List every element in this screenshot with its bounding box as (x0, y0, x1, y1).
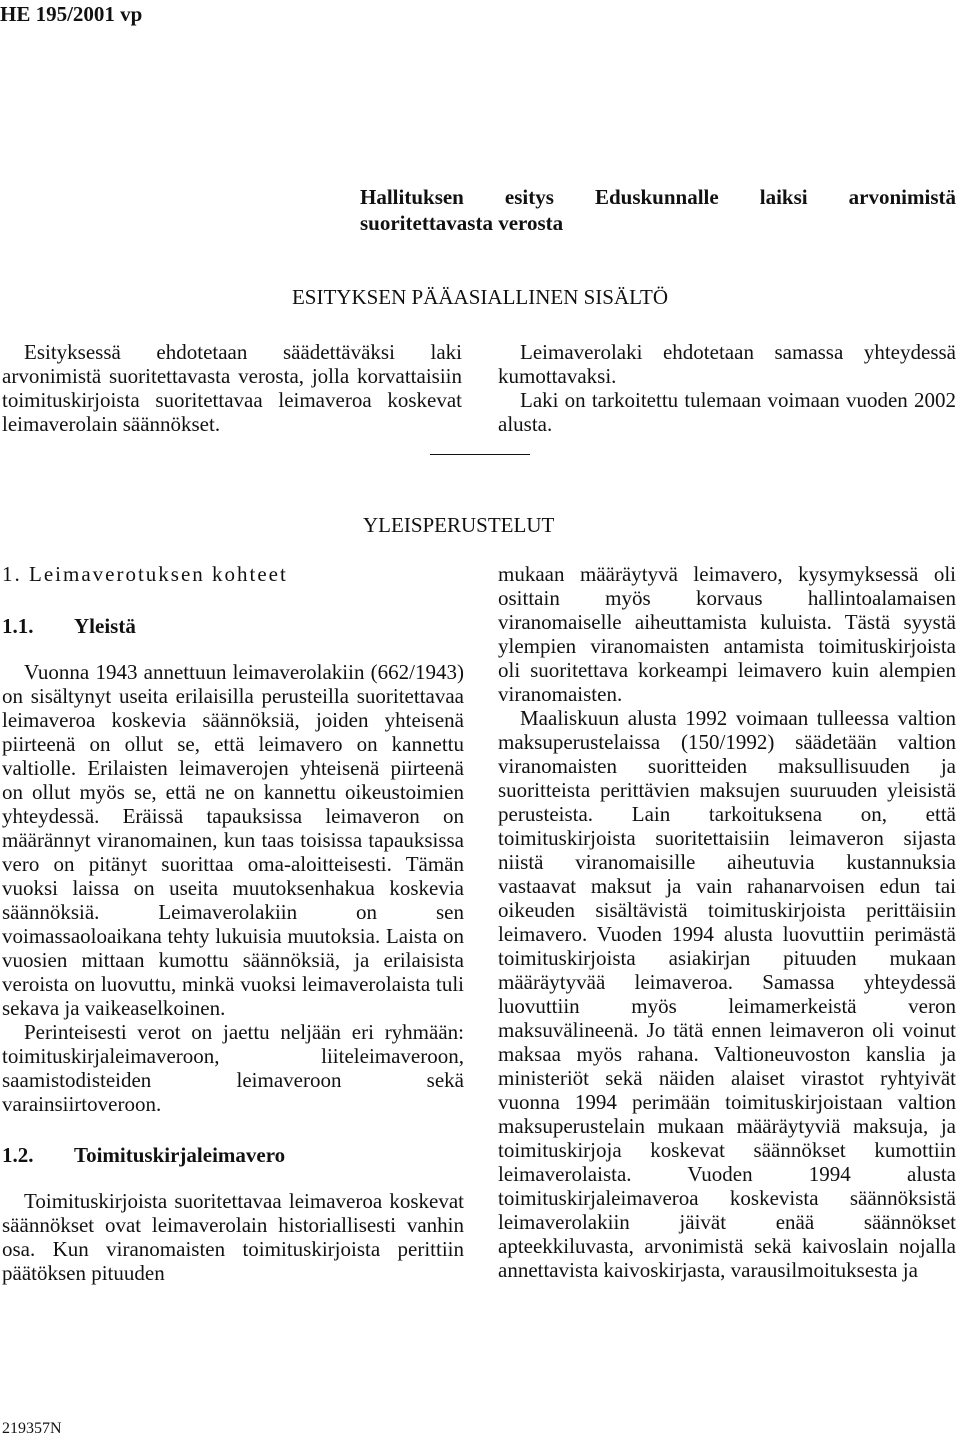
title-line-2: suoritettavasta verosta (360, 211, 564, 235)
summary-divider (430, 454, 530, 455)
summary-left-column (2, 340, 462, 436)
body-paragraph: Toimituskirjoista suoritettavaa leimaveroa koskevat säännökset ovat leimaverolain historiallisesti vanhin osa. Kun viranomaisten toimituskirjoista perittiin päätöksen pituuden (2, 1189, 464, 1285)
subsection-title: Toimituskirjaleimavero (74, 1143, 286, 1167)
body-paragraph: mukaan määräytyvä leimavero, kysymyksessä oli osittain myös korvaus hallintoalamaisen viranomaiselle aiheuttamista kuluista. Tästä syystä ylempien viranomaisten antamista toimituskirjoista oli suoritettava korkeampi leimavero kuin alempien viranomaisten. (498, 562, 956, 706)
document-title (360, 184, 956, 236)
subsection-number: 1.1. (2, 614, 34, 638)
body-paragraph: Maaliskuun alusta 1992 voimaan tulleessa valtion maksuperustelaissa (150/1992) säädetään valtion viranomaisten suoritteiden maksullisuuden ja suoritteista perittävien maksujen suuruuden yleisistä perusteista. Lain tarkoituksena on, että toimituskirjoista suoritettaisiin leimaveron sijasta niistä viranomaisille aiheutuvia kustannuksia vastaavat maksut ja vain rahanarvoisen edun tai oikeuden sisältävistä toimituskirjoista perittäisiin leimavero. Vuoden 1994 alusta luovuttiin perimästä toimituskirjoista asiakirjan pituuden mukaan määräytyvää leimaveroa. Samassa yhteydessä luovuttiin myös leimamerkeistä veron maksuvälineenä. Jo tätä ennen leimaveron oli voinut maksaa myös rahana. Valtioneuvoston kanslia ja ministeriöt sekä näiden alaiset virastot ryhtyivät vuonna 1994 perimään toimituskirjoistaan valtion maksuperustelain mukaan määräytyviä maksuja, ja toimituskirjoja koskevat säännökset kumottiin leimaverolaista. Vuoden 1994 alusta toimituskirjaleimaveroa koskevista säännöksistä leimaverolakiin jäivät enää säännökset apteekkiluvasta, arvonimistä sekä kaivoslain nojalla annettavista kaivoskirjasta, varausilmoituksesta ja (498, 706, 956, 1282)
body-paragraph: Vuonna 1943 annettuun leimaverolakiin (662/1943) on sisältynyt useita erilaisilla perusteilla suoritettavaa leimaveroa koskevia säännöksiä, joiden yhteisenä piirteenä on ollut se, että leimavero on kannettu valtiolle. Erilaisten leimaverojen yhteisenä piirteenä on ollut myös se, että ne on kannettu oikeustoimien yhteydessä. Eräissä tapauksissa leimaveron on määrännyt viranomainen, kun taas toisissa tapauksissa vero on pitänyt suorittaa oma-aloitteisesti. Tämän vuoksi laissa on useita muutoksenhakua koskevia säännöksiä. Leimaverolakiin on sen voimassaoloaikana tehty lukuisia muutoksia. Laista on vuosien mittaan kumottu säännöksiä, ja erilaisista veroista on luovuttu, minkä vuoksi leimaverolaista tuli sekava ja vaikeaselkoinen. (2, 660, 464, 1020)
summary-paragraph: Esityksessä ehdotetaan säädettäväksi laki arvonimistä suoritettavasta verosta, jolla korvattaisiin toimituskirjoista suoritettavaa leimaveroa koskevat leimaverolain säännökset. (2, 340, 462, 436)
body-right-column (498, 562, 956, 1282)
subsection-heading-1-1 (2, 614, 464, 638)
document-id: HE 195/2001 vp (0, 2, 143, 26)
print-code: 219357N (2, 1420, 62, 1437)
title-line-1: Hallituksen esitys Eduskunnalle laiksi arvonimistä (360, 185, 956, 209)
subsection-heading-1-2 (2, 1143, 464, 1167)
summary-right-column (498, 340, 956, 436)
general-grounds-heading: YLEISPERUSTELUT (363, 513, 555, 537)
body-left-column (2, 562, 464, 1285)
subsection-number: 1.2. (2, 1143, 34, 1167)
summary-heading: ESITYKSEN PÄÄASIALLINEN SISÄLTÖ (291, 285, 669, 309)
body-paragraph: Perinteisesti verot on jaettu neljään eri ryhmään: toimituskirjaleimaveroon, liiteleimaveroon, saamistodisteiden leimaveroon sekä varainsiirtoveroon. (2, 1020, 464, 1116)
summary-paragraph: Laki on tarkoitettu tulemaan voimaan vuoden 2002 alusta. (498, 388, 956, 436)
chapter-heading: 1. Leimaverotuksen kohteet (2, 562, 288, 586)
subsection-title: Yleistä (74, 614, 136, 638)
summary-paragraph: Leimaverolaki ehdotetaan samassa yhteydessä kumottavaksi. (498, 340, 956, 388)
